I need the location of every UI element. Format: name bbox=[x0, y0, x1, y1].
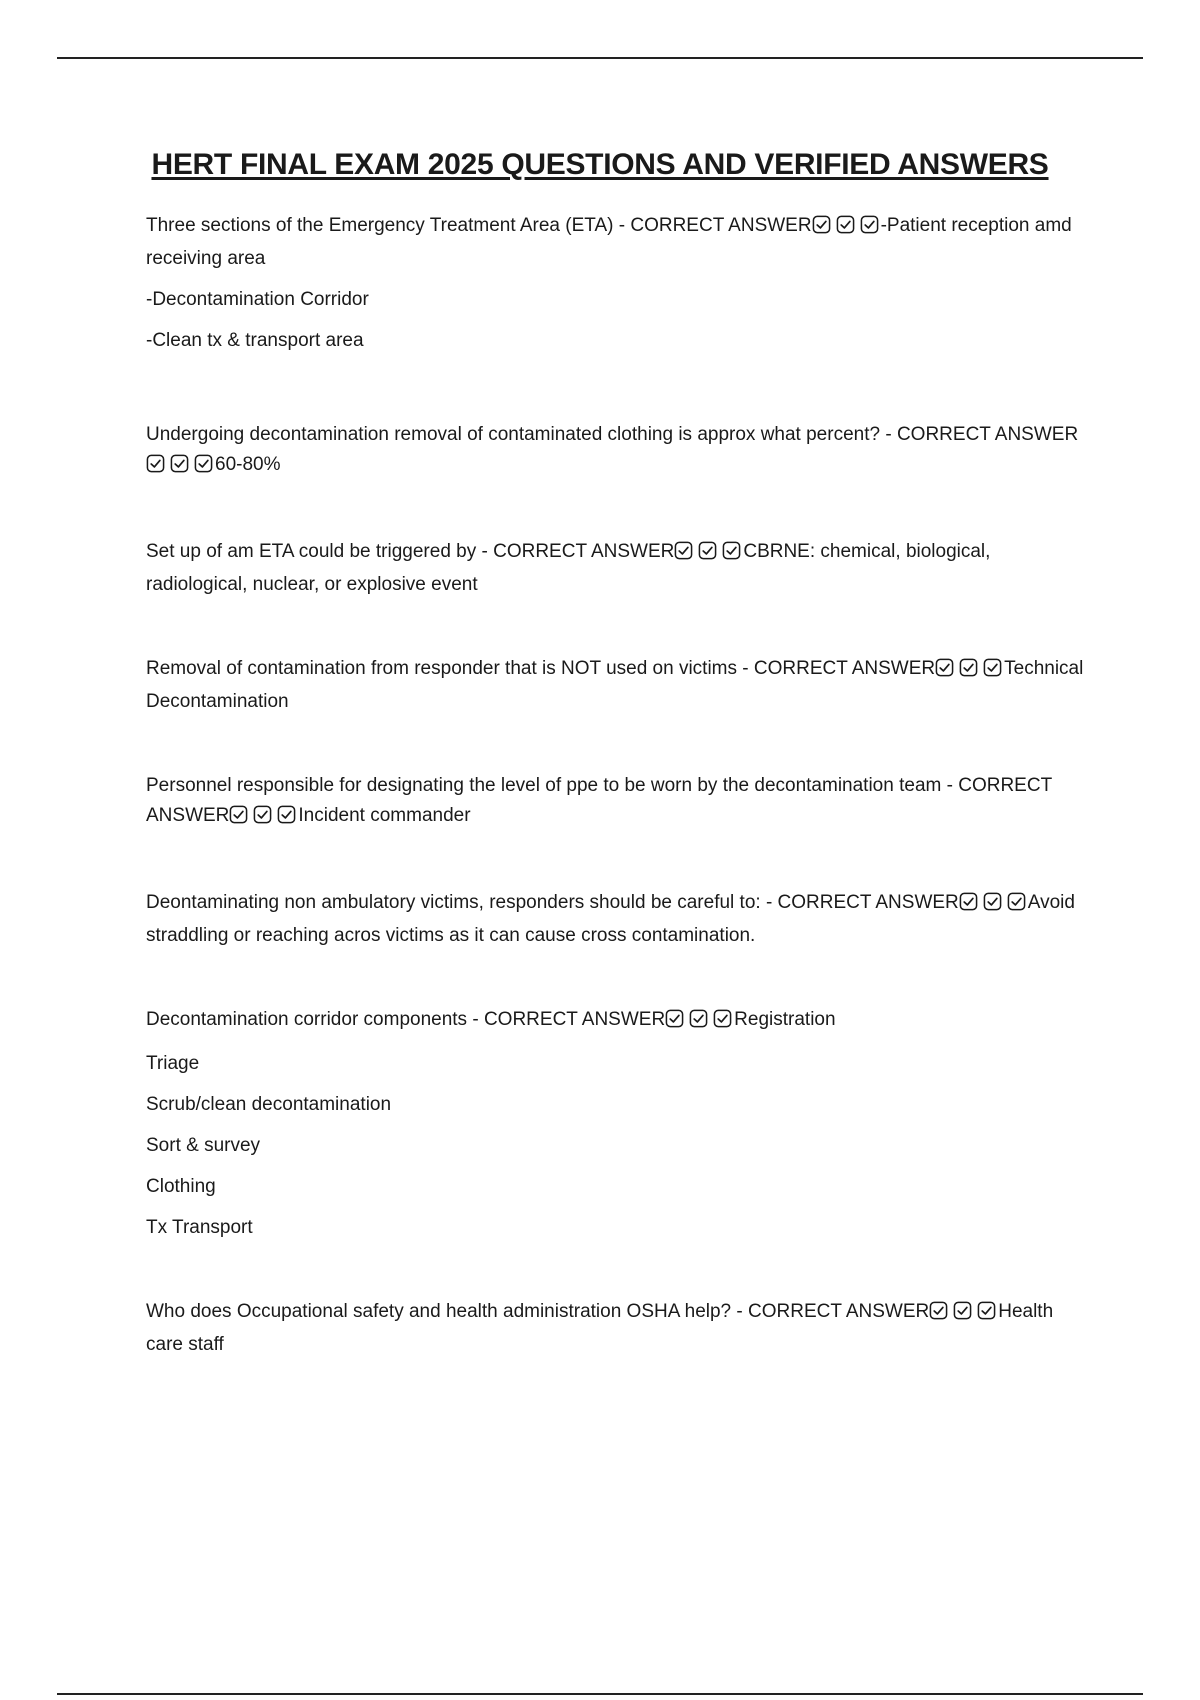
question-answer-line bbox=[146, 1297, 1086, 1360]
question-text: Deontaminating non ambulatory victims, responders should be careful to: bbox=[146, 892, 761, 913]
answer-text: Registration bbox=[734, 1009, 836, 1030]
answer-marker: - CORRECT ANSWER bbox=[760, 892, 959, 913]
checkbox-checked-icon bbox=[812, 215, 831, 234]
checkbox-checked-icon bbox=[983, 658, 1002, 677]
answer-marker: - CORRECT ANSWER bbox=[737, 658, 936, 679]
question-answer-line bbox=[146, 420, 1086, 483]
question-answer-line bbox=[146, 211, 1086, 274]
qa-item bbox=[146, 771, 1086, 834]
checkbox-checked-icon bbox=[253, 805, 272, 824]
answer-text: Technical Decontamination bbox=[146, 658, 1084, 712]
question-text: Set up of am ETA could be triggered by bbox=[146, 541, 477, 562]
answer-text: Incident commander bbox=[298, 805, 471, 826]
checkbox-checked-icon bbox=[146, 454, 165, 473]
answer-marker: - CORRECT ANSWER bbox=[880, 424, 1079, 445]
answer-line: Clothing bbox=[146, 1176, 216, 1197]
qa-item bbox=[146, 888, 1086, 951]
question-text: Personnel responsible for designating the level of ppe to be worn by the decontamination team bbox=[146, 775, 942, 796]
checkbox-checked-icon bbox=[935, 658, 954, 677]
checkbox-checked-icon bbox=[953, 1301, 972, 1320]
checkbox-checked-icon bbox=[713, 1009, 732, 1028]
question-answer-line bbox=[146, 888, 1086, 951]
qa-item bbox=[146, 537, 1086, 600]
answer-text: Avoid straddling or reaching acros victims as it can cause cross contamination. bbox=[146, 892, 1075, 946]
qa-item bbox=[146, 420, 1086, 483]
answer-line: -Decontamination Corridor bbox=[146, 289, 369, 310]
answer-text: Health care staff bbox=[146, 1301, 1054, 1355]
qa-item bbox=[146, 654, 1086, 717]
answer-text: -Patient reception amd receiving area bbox=[146, 215, 1072, 269]
checkbox-checked-icon bbox=[860, 215, 879, 234]
verified-checks bbox=[674, 540, 743, 570]
verified-checks bbox=[959, 891, 1028, 921]
question-text: Decontamination corridor components bbox=[146, 1009, 468, 1030]
verified-checks bbox=[229, 804, 298, 834]
checkbox-checked-icon bbox=[722, 541, 741, 560]
question-answer-line bbox=[146, 537, 1086, 600]
answer-text: CBRNE: chemical, biological, radiological, nuclear, or explosive event bbox=[146, 541, 991, 595]
checkbox-checked-icon bbox=[689, 1009, 708, 1028]
answer-line: -Clean tx & transport area bbox=[146, 330, 364, 351]
checkbox-checked-icon bbox=[698, 541, 717, 560]
checkbox-checked-icon bbox=[229, 805, 248, 824]
checkbox-checked-icon bbox=[929, 1301, 948, 1320]
checkbox-checked-icon bbox=[959, 892, 978, 911]
answer-line: Scrub/clean decontamination bbox=[146, 1094, 392, 1115]
question-answer-line bbox=[146, 1005, 1086, 1038]
answer-text: 60-80% bbox=[215, 454, 281, 475]
question-text: Undergoing decontamination removal of contaminated clothing is approx what percent? bbox=[146, 424, 881, 445]
checkbox-checked-icon bbox=[836, 215, 855, 234]
answer-marker: - CORRECT ANSWER bbox=[613, 215, 812, 236]
question-answer-line bbox=[146, 771, 1086, 834]
checkbox-checked-icon bbox=[983, 892, 1002, 911]
checkbox-checked-icon bbox=[170, 454, 189, 473]
checkbox-checked-icon bbox=[977, 1301, 996, 1320]
answer-marker: - CORRECT ANSWER bbox=[476, 541, 675, 562]
checkbox-checked-icon bbox=[277, 805, 296, 824]
qa-item bbox=[146, 1005, 1086, 1243]
checkbox-checked-icon bbox=[1007, 892, 1026, 911]
answer-marker: - CORRECT ANSWER bbox=[731, 1301, 930, 1322]
qa-item bbox=[146, 211, 1086, 356]
verified-checks bbox=[812, 214, 881, 244]
answer-line: Tx Transport bbox=[146, 1217, 253, 1238]
checkbox-checked-icon bbox=[959, 658, 978, 677]
bottom-rule bbox=[57, 1693, 1143, 1695]
verified-checks bbox=[935, 657, 1004, 687]
verified-checks bbox=[929, 1300, 998, 1330]
answer-line: Triage bbox=[146, 1053, 200, 1074]
question-answer-line bbox=[146, 654, 1086, 717]
top-rule bbox=[57, 57, 1143, 59]
checkbox-checked-icon bbox=[674, 541, 693, 560]
question-text: Removal of contamination from responder that is NOT used on victims bbox=[146, 658, 738, 679]
question-text: Three sections of the Emergency Treatment Area (ETA) bbox=[146, 215, 614, 236]
answer-marker: - CORRECT ANSWER bbox=[467, 1009, 666, 1030]
verified-checks bbox=[665, 1008, 734, 1038]
answer-marker: - CORRECT ANSWER bbox=[146, 775, 1052, 826]
page-title: HERT FINAL EXAM 2025 QUESTIONS AND VERIFIED ANSWERS bbox=[151, 148, 1049, 181]
question-text: Who does Occupational safety and health administration OSHA help? bbox=[146, 1301, 732, 1322]
verified-checks bbox=[146, 453, 215, 483]
qa-item bbox=[146, 1297, 1086, 1360]
checkbox-checked-icon bbox=[194, 454, 213, 473]
qa-list bbox=[146, 211, 1086, 1360]
answer-line: Sort & survey bbox=[146, 1135, 261, 1156]
checkbox-checked-icon bbox=[665, 1009, 684, 1028]
